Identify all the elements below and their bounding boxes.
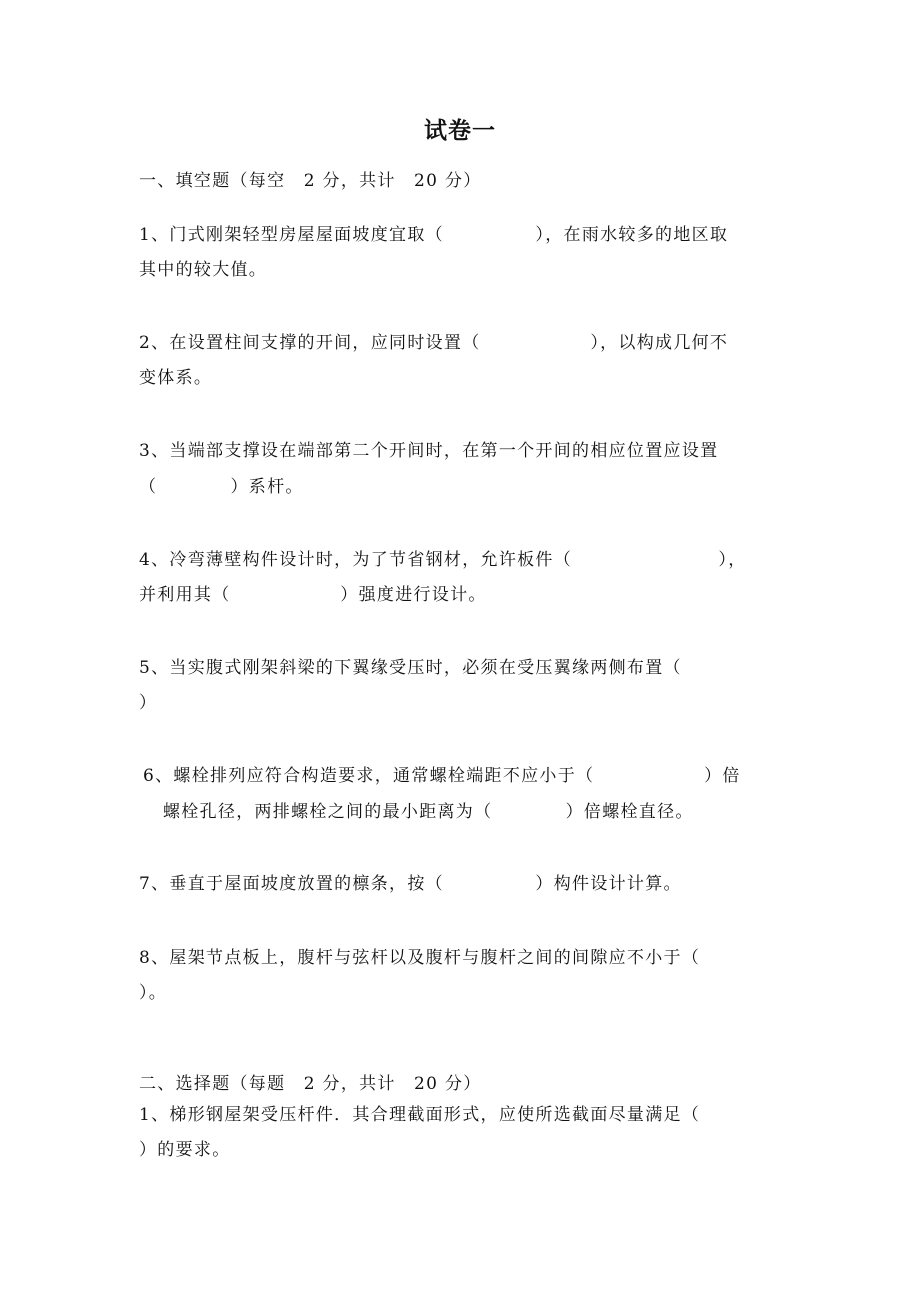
s1-q1-line2: 其中的较大值。 — [139, 260, 268, 280]
s1-q6-line1: 6、螺栓排列应符合构造要求，通常螺栓端距不应小于（ ）倍 — [143, 766, 741, 786]
s2-q1-line1: 1、梯形钢屋架受压杆件．其合理截面形式，应使所选截面尽量满足（ — [139, 1105, 701, 1125]
s1-q5-line1: 5、当实腹式刚架斜梁的下翼缘受压时，必须在受压翼缘两侧布置（ — [139, 658, 682, 678]
s1-q5-line2: ） — [139, 693, 158, 713]
s1-q2-line1: 2、在设置柱间支撑的开间，应同时设置（ ），以构成几何不 — [139, 333, 729, 353]
s1-q6-line2: 螺栓孔径，两排螺栓之间的最小距离为（ ）倍螺栓直径。 — [163, 802, 694, 822]
s1-q3-line2: （ ）系杆。 — [139, 477, 304, 497]
s1-q7-line1: 7、垂直于屋面坡度放置的檩条，按（ ）构件设计计算。 — [139, 874, 682, 894]
s1-q8-line1: 8、屋架节点板上，腹杆与弦杆以及腹杆与腹杆之间的间隙应不小于（ — [139, 948, 701, 968]
s1-q4-line1: 4、冷弯薄壁构件设计时，为了节省钢材，允许板件（ ）， — [139, 550, 747, 570]
s1-q3-line1: 3、当端部支撑设在端部第二个开间时，在第一个开间的相应位置应设置 — [139, 441, 719, 461]
s1-q1-line1: 1、门式刚架轻型房屋屋面坡度宜取（ ），在雨水较多的地区取 — [139, 225, 729, 245]
s2-q1-line2: ）的要求。 — [139, 1140, 231, 1160]
exam-title: 试卷一 — [424, 117, 496, 144]
s1-q4-line2: 并利用其（ ）强度进行设计。 — [139, 585, 487, 605]
s1-q2-line2: 变体系。 — [139, 368, 213, 388]
section2-heading: 二、选择题（每题 2 分，共计 20 分） — [139, 1074, 482, 1094]
section1-heading: 一、填空题（每空 2 分，共计 20 分） — [139, 171, 482, 191]
s1-q8-line2: ）。 — [139, 983, 168, 1003]
